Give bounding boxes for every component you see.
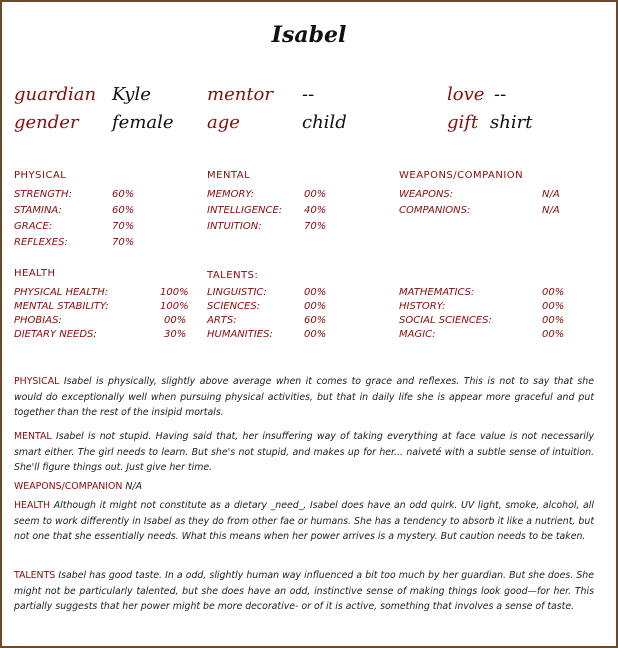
intuition-value: 70% (304, 221, 327, 232)
magic-label: MAGIC: (399, 329, 436, 340)
reflexes-value: 70% (112, 237, 135, 248)
talents-description-heading: TALENTS (14, 570, 56, 581)
weapons-description-heading: WEAPONS/COMPANION (14, 481, 123, 492)
physical-description (14, 374, 594, 421)
health-heading: HEALTH (14, 268, 56, 279)
phobias-label: PHOBIAS: (14, 315, 62, 326)
physical-health-value: 100% (160, 287, 189, 298)
weapons-heading: WEAPONS/COMPANION (399, 170, 524, 181)
physical-heading: PHYSICAL (14, 170, 67, 181)
grace-value: 70% (112, 221, 135, 232)
weapons-description (14, 479, 594, 495)
physical-description-heading: PHYSICAL (14, 376, 60, 387)
sciences-label: SCIENCES: (207, 301, 261, 312)
intelligence-label: INTELLIGENCE: (207, 205, 283, 216)
mentor-value: -- (302, 84, 315, 105)
strength-label: STRENGTH: (14, 189, 72, 200)
talents-description-text: Isabel has good taste. In a odd, slightly human way influenced a bit too much by her guardian. But she does. She might not be particularly talented, but she does have an odd, instinctive sense of making things look good—for her. This partially suggests that her power might be more decorative- or of it is active, something that involves a sense of taste. (14, 570, 594, 612)
guardian-value: Kyle (112, 84, 151, 105)
companions-label: COMPANIONS: (399, 205, 471, 216)
physical-health-label: PHYSICAL HEALTH: (14, 287, 109, 298)
humanities-label: HUMANITIES: (207, 329, 273, 340)
guardian-label: guardian (14, 84, 97, 105)
magic-value: 00% (542, 329, 565, 340)
weapons-label: WEAPONS: (399, 189, 454, 200)
intelligence-value: 40% (304, 205, 327, 216)
age-value: child (302, 112, 347, 133)
social-sciences-value: 00% (542, 315, 565, 326)
age-label: age (207, 112, 240, 133)
history-value: 00% (542, 301, 565, 312)
page-title: Isabel (271, 22, 347, 48)
gender-label: gender (14, 112, 79, 133)
mathematics-label: MATHEMATICS: (399, 287, 475, 298)
social-sciences-label: SOCIAL SCIENCES: (399, 315, 492, 326)
companions-value: N/A (542, 205, 560, 216)
phobias-value: 00% (164, 315, 187, 326)
intuition-label: INTUITION: (207, 221, 262, 232)
mentor-label: mentor (207, 84, 273, 105)
dietary-needs-value: 30% (164, 329, 187, 340)
strength-value: 60% (112, 189, 135, 200)
love-label: love (447, 84, 485, 105)
health-description-heading: HEALTH (14, 500, 51, 511)
mental-description (14, 429, 594, 476)
mental-stability-label: MENTAL STABILITY: (14, 301, 109, 312)
stamina-label: STAMINA: (14, 205, 62, 216)
memory-value: 00% (304, 189, 327, 200)
humanities-value: 00% (304, 329, 327, 340)
history-label: HISTORY: (399, 301, 446, 312)
mental-description-heading: MENTAL (14, 431, 52, 442)
health-description-text: Although it might not constitute as a dietary _need_, Isabel does have an odd quirk. UV light, smoke, alcohol, all seem to work differently in Isabel as they do from other fae or humans. She has a tendency to absorb it like a nutrient, but not one that she essentially needs. What this means when her power arrives is a mystery. But caution needs to be taken. (14, 500, 594, 542)
weapons-value: N/A (542, 189, 560, 200)
mathematics-value: 00% (542, 287, 565, 298)
gender-value: female (112, 112, 174, 133)
gift-label: gift (447, 112, 479, 133)
arts-label: ARTS: (207, 315, 237, 326)
stamina-value: 60% (112, 205, 135, 216)
talents-description (14, 568, 594, 615)
mental-description-text: Isabel is not stupid. Having said that, her insuffering way of taking everything at face value is not necessarily smart either. The girl needs to learn. But she's not stupid, and makes up for her... naiveté with a subtle sense of intuition. She'll figure things out. Just give her time. (14, 431, 594, 473)
sciences-value: 00% (304, 301, 327, 312)
linguistic-value: 00% (304, 287, 327, 298)
memory-label: MEMORY: (207, 189, 255, 200)
mental-stability-value: 100% (160, 301, 189, 312)
weapons-description-text: N/A (125, 481, 142, 492)
gift-value: shirt (490, 112, 533, 133)
talents-heading: TALENTS: (207, 270, 259, 281)
reflexes-label: REFLEXES: (14, 237, 68, 248)
love-value: -- (494, 84, 507, 105)
arts-value: 60% (304, 315, 327, 326)
health-description (14, 498, 594, 545)
grace-label: GRACE: (14, 221, 53, 232)
physical-description-text: Isabel is physically, slightly above average when it comes to grace and reflexes. This is not to say that she would do exceptionally well when pursuing physical activities, but that in daily life she is appear more graceful and put together than the rest of the insipid mortals. (14, 376, 594, 418)
linguistic-label: LINGUISTIC: (207, 287, 267, 298)
dietary-needs-label: DIETARY NEEDS: (14, 329, 97, 340)
mental-heading: MENTAL (207, 170, 251, 181)
